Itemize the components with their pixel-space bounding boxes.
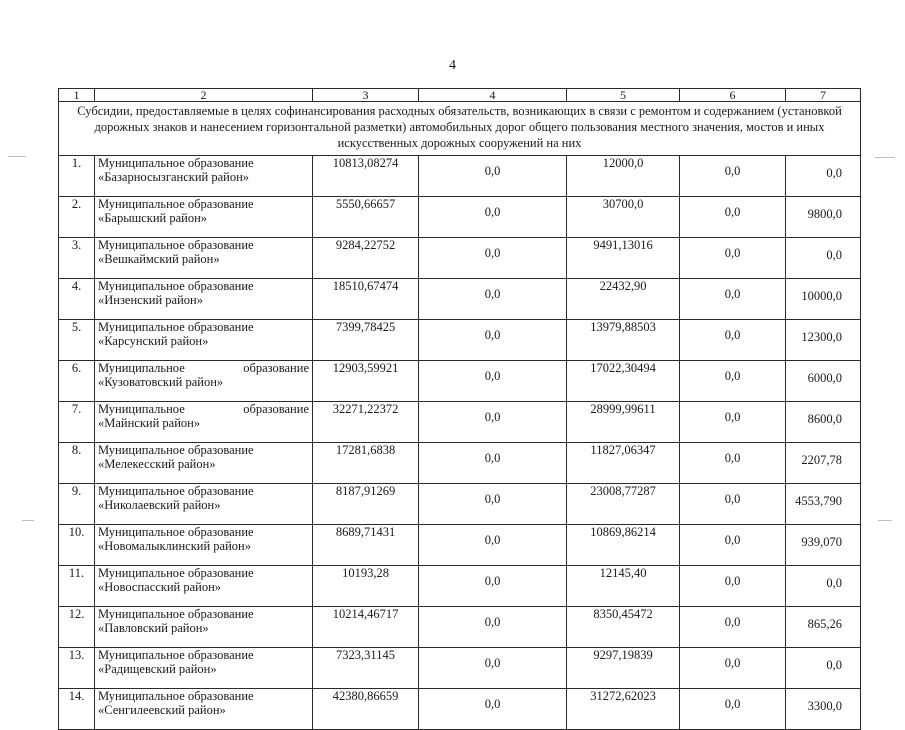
value-col3: 7399,78425 — [313, 320, 419, 361]
scan-artifact — [878, 520, 892, 521]
municipality-name-line2: «Радищевский район» — [98, 662, 217, 676]
scan-artifact — [8, 156, 26, 157]
header-cell: 3 — [313, 89, 419, 102]
value-col6: 0,0 — [680, 197, 786, 238]
value-col3: 10813,08274 — [313, 156, 419, 197]
table-row — [59, 566, 861, 607]
value-col7: 9800,0 — [786, 197, 861, 238]
value-col4: 0,0 — [419, 361, 567, 402]
header-cell: 1 — [59, 89, 95, 102]
value-col3: 12903,59921 — [313, 361, 419, 402]
section-caption: Субсидии, предоставляемые в целях софинансирования расходных обязательств, возникающих в связи с ремонтом и содержанием (установкой дорожных знаков и нанесением горизонтальной разметки) автомобильных дорог общего пользования местного значения, мостов и иных искусственных дорожных сооружений на них — [59, 102, 861, 156]
municipality-name-line2: «Майнский район» — [98, 416, 201, 430]
value-col6: 0,0 — [680, 279, 786, 320]
row-number: 13. — [59, 648, 95, 689]
value-col6: 0,0 — [680, 525, 786, 566]
value-col3: 8689,71431 — [313, 525, 419, 566]
value-col5: 31272,62023 — [567, 689, 680, 730]
table-row — [59, 689, 861, 730]
municipality-name-line2: «Павловский район» — [98, 621, 209, 635]
municipality-name-line2: «Кузоватовский район» — [98, 375, 224, 389]
municipality-name-line1: Муниципальное образование — [98, 607, 254, 621]
value-col5: 8350,45472 — [567, 607, 680, 648]
municipality-name-line1: Муниципальное образование — [98, 197, 254, 211]
municipality-name-line1: Муниципальное образование — [98, 525, 254, 539]
value-col5: 12000,0 — [567, 156, 680, 197]
scan-artifact — [875, 157, 895, 158]
municipality-name-line2: «Барышский район» — [98, 211, 208, 225]
header-cell: 5 — [567, 89, 680, 102]
value-col6: 0,0 — [680, 238, 786, 279]
scan-artifact — [22, 520, 34, 521]
municipality-name-line1: Муниципальное образование — [98, 238, 254, 252]
value-col6: 0,0 — [680, 443, 786, 484]
value-col7: 0,0 — [786, 156, 861, 197]
table-row — [59, 279, 861, 320]
table-row — [59, 238, 861, 279]
municipality-name-line1: Муниципальное образование — [98, 648, 254, 662]
value-col5: 22432,90 — [567, 279, 680, 320]
row-number: 8. — [59, 443, 95, 484]
table-row — [59, 156, 861, 197]
value-col5: 11827,06347 — [567, 443, 680, 484]
value-col4: 0,0 — [419, 689, 567, 730]
table-body — [59, 89, 861, 730]
municipality-name — [95, 484, 313, 525]
header-cell: 7 — [786, 89, 861, 102]
municipality-name — [95, 566, 313, 607]
value-col4: 0,0 — [419, 484, 567, 525]
municipality-name — [95, 361, 313, 402]
value-col6: 0,0 — [680, 607, 786, 648]
municipality-name — [95, 238, 313, 279]
municipality-name-line2: «Николаевский район» — [98, 498, 221, 512]
table-row — [59, 648, 861, 689]
municipality-name — [95, 197, 313, 238]
table-row — [59, 197, 861, 238]
value-col4: 0,0 — [419, 443, 567, 484]
row-number: 6. — [59, 361, 95, 402]
row-number: 12. — [59, 607, 95, 648]
value-col4: 0,0 — [419, 156, 567, 197]
value-col6: 0,0 — [680, 648, 786, 689]
municipality-name — [95, 156, 313, 197]
municipality-name-line2: «Новомалыклинский район» — [98, 539, 251, 553]
value-col4: 0,0 — [419, 525, 567, 566]
value-col3: 7323,31145 — [313, 648, 419, 689]
value-col6: 0,0 — [680, 361, 786, 402]
value-col7: 12300,0 — [786, 320, 861, 361]
value-col7: 0,0 — [786, 238, 861, 279]
municipality-name-line2: «Сенгилеевский район» — [98, 703, 226, 717]
value-col5: 12145,40 — [567, 566, 680, 607]
table-row — [59, 320, 861, 361]
value-col6: 0,0 — [680, 484, 786, 525]
municipality-name-line1: Муниципальное образование — [98, 361, 309, 375]
municipality-name-line1: Муниципальное образование — [98, 689, 254, 703]
municipality-name — [95, 525, 313, 566]
value-col3: 5550,66657 — [313, 197, 419, 238]
table-row — [59, 443, 861, 484]
municipality-name-line2: «Вешкаймский район» — [98, 252, 220, 266]
value-col4: 0,0 — [419, 238, 567, 279]
row-number: 4. — [59, 279, 95, 320]
value-col5: 28999,99611 — [567, 402, 680, 443]
value-col4: 0,0 — [419, 279, 567, 320]
table-row — [59, 484, 861, 525]
municipality-name — [95, 402, 313, 443]
value-col7: 3300,0 — [786, 689, 861, 730]
municipality-name-line1: Муниципальное образование — [98, 320, 254, 334]
value-col7: 939,070 — [786, 525, 861, 566]
header-row — [59, 89, 861, 102]
header-cell: 4 — [419, 89, 567, 102]
row-number: 2. — [59, 197, 95, 238]
table-row — [59, 525, 861, 566]
value-col3: 10214,46717 — [313, 607, 419, 648]
header-cell: 6 — [680, 89, 786, 102]
subsidies-table — [58, 88, 861, 730]
row-number: 14. — [59, 689, 95, 730]
value-col5: 30700,0 — [567, 197, 680, 238]
municipality-name-line2: «Инзенский район» — [98, 293, 203, 307]
row-number: 5. — [59, 320, 95, 361]
municipality-name — [95, 320, 313, 361]
value-col3: 17281,6838 — [313, 443, 419, 484]
header-cell: 2 — [95, 89, 313, 102]
table-row — [59, 607, 861, 648]
row-number: 10. — [59, 525, 95, 566]
municipality-name-line2: «Новоспасский район» — [98, 580, 222, 594]
value-col3: 42380,86659 — [313, 689, 419, 730]
value-col4: 0,0 — [419, 320, 567, 361]
municipality-name-line2: «Карсунский район» — [98, 334, 209, 348]
value-col3: 18510,67474 — [313, 279, 419, 320]
municipality-name-line1: Муниципальное образование — [98, 402, 309, 416]
value-col6: 0,0 — [680, 320, 786, 361]
municipality-name-line1: Муниципальное образование — [98, 484, 254, 498]
value-col6: 0,0 — [680, 156, 786, 197]
value-col4: 0,0 — [419, 648, 567, 689]
value-col7: 865,26 — [786, 607, 861, 648]
table-row — [59, 361, 861, 402]
municipality-name-line1: Муниципальное образование — [98, 443, 254, 457]
caption-row — [59, 102, 861, 156]
value-col5: 23008,77287 — [567, 484, 680, 525]
municipality-name-line2: «Базарносызганский район» — [98, 170, 250, 184]
municipality-name-line1: Муниципальное образование — [98, 156, 254, 170]
value-col3: 32271,22372 — [313, 402, 419, 443]
page-number: 4 — [449, 58, 456, 73]
value-col4: 0,0 — [419, 197, 567, 238]
value-col5: 9297,19839 — [567, 648, 680, 689]
municipality-name — [95, 443, 313, 484]
row-number: 3. — [59, 238, 95, 279]
value-col7: 10000,0 — [786, 279, 861, 320]
value-col4: 0,0 — [419, 607, 567, 648]
value-col6: 0,0 — [680, 689, 786, 730]
value-col4: 0,0 — [419, 402, 567, 443]
value-col3: 8187,91269 — [313, 484, 419, 525]
value-col7: 8600,0 — [786, 402, 861, 443]
municipality-name — [95, 607, 313, 648]
municipality-name-line2: «Мелекесский район» — [98, 457, 216, 471]
value-col7: 0,0 — [786, 566, 861, 607]
value-col5: 13979,88503 — [567, 320, 680, 361]
row-number: 9. — [59, 484, 95, 525]
municipality-name — [95, 648, 313, 689]
municipality-name-line1: Муниципальное образование — [98, 279, 254, 293]
value-col7: 2207,78 — [786, 443, 861, 484]
value-col6: 0,0 — [680, 402, 786, 443]
table-row — [59, 402, 861, 443]
value-col5: 17022,30494 — [567, 361, 680, 402]
value-col3: 10193,28 — [313, 566, 419, 607]
value-col6: 0,0 — [680, 566, 786, 607]
value-col5: 10869,86214 — [567, 525, 680, 566]
value-col7: 6000,0 — [786, 361, 861, 402]
municipality-name — [95, 279, 313, 320]
value-col7: 4553,790 — [786, 484, 861, 525]
row-number: 1. — [59, 156, 95, 197]
value-col5: 9491,13016 — [567, 238, 680, 279]
municipality-name-line1: Муниципальное образование — [98, 566, 254, 580]
row-number: 11. — [59, 566, 95, 607]
value-col7: 0,0 — [786, 648, 861, 689]
value-col3: 9284,22752 — [313, 238, 419, 279]
municipality-name — [95, 689, 313, 730]
value-col4: 0,0 — [419, 566, 567, 607]
row-number: 7. — [59, 402, 95, 443]
